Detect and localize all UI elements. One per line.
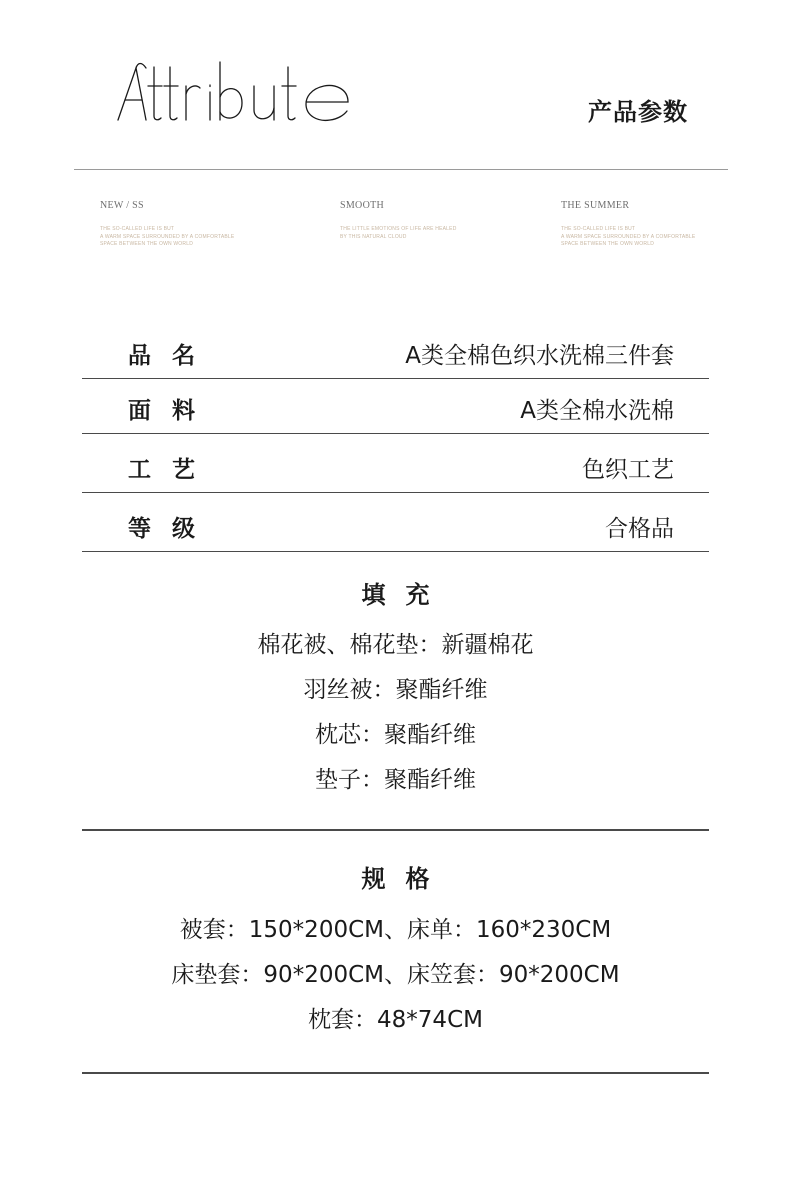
attr-label: 品名 [128, 343, 216, 369]
attribute-logo [116, 52, 366, 132]
tagline-smooth [340, 199, 560, 241]
tagline-new-ss [100, 199, 320, 249]
tagline-line: SPACE BETWEEN THE OWN WORLD [561, 241, 655, 247]
attr-value: 合格品 [605, 516, 674, 542]
attr-label: 工艺 [128, 457, 216, 483]
attr-value: A类全棉水洗棉 [520, 398, 674, 424]
filling-line: 枕芯：聚酯纤维 [315, 722, 476, 748]
attr-value: 色织工艺 [582, 457, 674, 483]
filling-line: 羽丝被：聚酯纤维 [303, 677, 488, 703]
attr-row-fabric [82, 379, 709, 434]
filling-divider [82, 829, 709, 831]
header-divider [74, 169, 728, 170]
attr-label: 面料 [128, 398, 216, 424]
tagline-line: THE SO-CALLED LIFE IS BUT [561, 226, 636, 232]
filling-line: 垫子：聚酯纤维 [315, 767, 476, 793]
tagline-the-summer [561, 199, 781, 249]
filling-title: 填充 [361, 581, 450, 609]
tagline-title: SMOOTH [340, 200, 385, 211]
attr-row-craft [82, 434, 709, 493]
tagline-line: A WARM SPACE SURROUNDED BY A COMFORTABLE [561, 233, 696, 240]
specs-line: 枕套：48*74CM [308, 1007, 483, 1033]
attribute-logo-lettering [116, 52, 366, 132]
tagline-title: THE SUMMER [561, 200, 630, 211]
tagline-line: SPACE BETWEEN THE OWN WORLD [100, 241, 194, 247]
specs-title: 规格 [361, 865, 450, 893]
specs-line: 床垫套：90*200CM、床笠套：90*200CM [171, 962, 620, 988]
attr-label: 等级 [128, 516, 216, 542]
tagline-text [340, 226, 560, 241]
tagline-title: NEW / SS [100, 200, 144, 211]
tagline-line: THE LITTLE EMOTIONS OF LIFE ARE HEALED [340, 226, 457, 232]
tagline-text [561, 226, 781, 249]
specs-section [82, 862, 709, 1037]
filling-line: 棉花被、棉花垫：新疆棉花 [257, 632, 534, 658]
attr-value: A类全棉色织水洗棉三件套 [405, 343, 674, 369]
page-title: 产品参数 [588, 98, 688, 126]
tagline-line: THE SO-CALLED LIFE IS BUT [100, 226, 175, 232]
filling-section [82, 578, 709, 797]
attr-row-grade [82, 493, 709, 552]
tagline-line: A WARM SPACE SURROUNDED BY A COMFORTABLE [100, 233, 235, 240]
specs-line: 被套：150*200CM、床单：160*230CM [179, 917, 612, 943]
specs-divider [82, 1072, 709, 1074]
tagline-line: BY THIS NATURAL CLOUD [340, 233, 407, 240]
attr-row-product-name [82, 330, 709, 379]
tagline-text [100, 226, 320, 249]
